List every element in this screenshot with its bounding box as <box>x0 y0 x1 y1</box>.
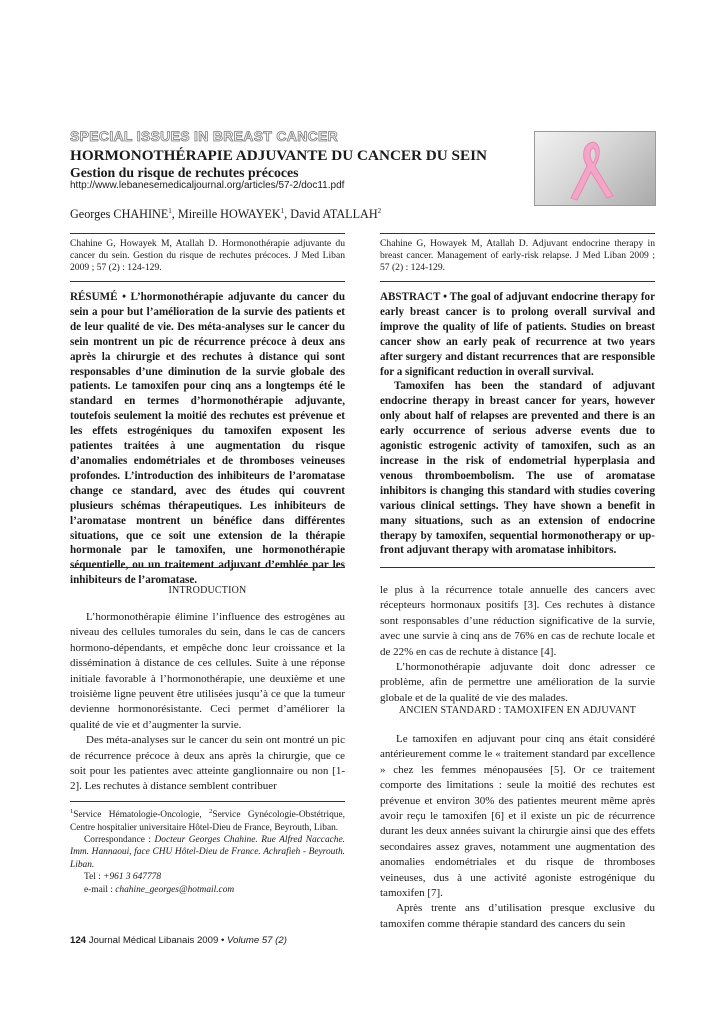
citation-rule <box>70 281 345 282</box>
correspondence-address: Docteur Georges Chahine. Rue Alfred Naccache. Imm. Hannaoui, face CHU Hôtel-Dieu de France. Achrafieh - Beyrouth. Liban. <box>70 834 346 870</box>
abstract-rule <box>70 567 345 568</box>
affiliation-mark: 2 <box>377 207 382 215</box>
footnote-rule <box>70 801 345 802</box>
pink-ribbon-icon <box>535 132 655 205</box>
series-label: SPECIAL ISSUES IN BREAST CANCER <box>70 128 339 144</box>
email <box>70 884 345 896</box>
telephone-label: Tel : <box>84 872 101 883</box>
paragraph: le plus à la récurrence totale annuelle des cancers avec récepteurs hormonaux positifs [3]. Ces rechutes à distance sont responsables d’une réduction significative de la survie, avec une survie à cinq ans de 76% en cas de rechute locale et de 22% en cas de rechute à distance [4]. <box>380 584 655 658</box>
abstract-en <box>380 290 655 558</box>
affiliation-text: Service Gynécologie-Obstétrique, Centre hospitalier universitaire Hôtel-Dieu de France, Beyrouth, Liban. <box>70 810 345 833</box>
affiliations <box>70 806 345 834</box>
citation-rule <box>70 233 345 234</box>
article-url[interactable]: http://www.lebanesemedicaljournal.org/articles/57-2/doc11.pdf <box>70 180 345 191</box>
telephone <box>70 871 345 883</box>
right-column-body-top <box>380 583 655 706</box>
footnote <box>70 806 345 896</box>
paragraph: Le tamoxifen en adjuvant pour cinq ans était considéré antérieurement comme le « traitement standard par excellence » chez les femmes ménopausées [5]. Or ce traitement comporte des limitations : seule la moitié des rechutes est prévenue et environ 30% des patientes meurent même après avoir reçu le tamoxifen [6] et il existe un pic de récurrence durant les deux années suivant la chirurgie ainsi que des effets secondaires assez graves, notamment une augmentation des anomalies endométriales et du risque de thromboses veineuses, dus à une activité agoniste estrogénique du tamoxifen [7]. <box>380 733 655 900</box>
abstract-en-paragraph: Tamoxifen has been the standard of adjuvant endocrine therapy in breast cancer for years, however only about half of relapses are prevented and there is an early occurrence of serious adverse events due to agonistic estrogenic activity of tamoxifen, such as an increase in the risk of endometrial hyperplasia and venous thromboembolism. The use of aromatase inhibitors is changing this standard with studies covering various clinical settings. They have shown a benefit in many situations, such as an extension of endocrine therapy by tamoxifen, sequential hormonotherapy or up-front adjuvant therapy with aromatase inhibitors. <box>380 380 655 557</box>
paragraph: L’hormonothérapie adjuvante doit donc adresser ce problème, afin de permettre une amélioration de la survie globale et de la qualité de vie des malades. <box>380 661 655 704</box>
right-column-body-bottom <box>380 732 655 932</box>
page-footer <box>70 935 287 946</box>
author-name: , David ATALLAH <box>284 207 378 222</box>
correspondence <box>70 834 345 871</box>
citation-rule <box>380 281 655 282</box>
footer-bullet: • <box>220 935 225 946</box>
affiliation-mark: 2 <box>209 808 213 815</box>
paragraph: Après trente ans d’utilisation presque exclusive du tamoxifen comme thérapie standard des cancers du sein <box>380 902 655 930</box>
article-subtitle: Gestion du risque de rechutes précoces <box>70 165 299 180</box>
abstract-en-paragraph: ABSTRACT • The goal of adjuvant endocrine therapy for early breast cancer is to prolong overall survival and improve the quality of life of patients. Studies on breast cancer show an early peak of recurrence at two years after surgery and distant recurrences that are responsible for a significant reduction in overall survival. <box>380 291 655 378</box>
email-label: e-mail : <box>84 884 113 895</box>
paragraph: L’hormonothérapie élimine l’influence des estrogènes au niveau des cellules tumorales du sein, dans le cas de cancers hormono-dépendants, et empêche donc leur croissance et la dissémination à distance de ces cellules. Suite à une réponse initiale favorable à l’hormonothérapie, une deuxième et une troisième ligne peuvent être utilisées jusqu’à ce que la tumeur devienne hormonorésistante. Ceci permet d’améliorer la qualité de vie et d’augmenter la survie. <box>70 611 345 731</box>
affiliation-text: Service Hématologie-Oncologie, <box>73 810 202 821</box>
left-column-body <box>70 610 345 795</box>
telephone-number: +961 3 647778 <box>103 872 162 883</box>
citation-rule <box>380 233 655 234</box>
journal-name: Journal Médical Libanais 2009 <box>88 935 219 946</box>
abstract-fr: RÉSUMÉ • L’hormonothérapie adjuvante du cancer du sein a pour but l’amélioration de la survie des patients et de leur qualité de vie. Des méta-analyses sur le cancer du sein montrent un pic de récurrence précoce à deux ans après la chirurgie et des rechutes à distance qui sont responsables d’une diminution de la survie globale des patients. Le tamoxifen pour cinq ans a longtemps été le standard en termes d’hormonothérapie adjuvante, toutefois seulement la moitié des rechutes est prévenue et les effets estrogéniques du tamoxifen exposent les patientes traitées à une augmentation du risque d’anomalies endométriales et de thromboses veineuses profondes. L’introduction des inhibiteurs de l’aromatase change ce standard, avec des études qui couvrent plusieurs schémas thérapeutiques. Les inhibiteurs de l’aromatase montrent un bénéfice dans différentes situations, que ce soit une extension de la thérapie hormonale par le tamoxifen, une hormonothérapie séquentielle, ou un traitement adjuvant d’emblée par les inhibiteurs de l’aromatase. <box>70 291 345 587</box>
journal-volume: Volume 57 (2) <box>227 935 287 946</box>
author-list <box>70 207 381 222</box>
author-name: Georges CHAHINE <box>70 207 169 222</box>
correspondence-label: Correspondance : <box>84 834 152 845</box>
section-heading: INTRODUCTION <box>168 585 247 596</box>
citation-fr: Chahine G, Howayek M, Atallah D. Hormonothérapie adjuvante du cancer du sein. Gestion du risque de rechutes précoces. J Med Liban 2009 ; 57 (2) : 124-129. <box>70 238 345 274</box>
article-title: HORMONOTHÉRAPIE ADJUVANTE DU CANCER DU SEIN <box>70 147 487 164</box>
email-address[interactable]: chahine_georges@hotmail.com <box>115 884 235 895</box>
affiliation-mark: 1 <box>280 207 285 215</box>
citation-en: Chahine G, Howayek M, Atallah D. Adjuvant endocrine therapy in breast cancer. Management of early-risk relapse. J Med Liban 2009 ; 57 (2) : 124-129. <box>380 238 655 274</box>
affiliation-mark: 1 <box>168 207 172 215</box>
affiliation-mark: 1 <box>70 808 74 815</box>
paragraph: Des méta-analyses sur le cancer du sein ont montré un pic de récurrence précoce à deux ans après la chirurgie, que ce soit pour les patientes avec atteinte ganglionnaire ou non [1-2]. Les rechutes à distance semblent contribuer <box>70 734 345 793</box>
author-name: , Mireille HOWAYEK <box>171 207 281 222</box>
pink-ribbon-image <box>534 131 656 206</box>
page-number: 124 <box>70 935 87 946</box>
section-heading: ANCIEN STANDARD : TAMOXIFEN EN ADJUVANT <box>398 705 637 716</box>
abstract-rule <box>380 567 655 568</box>
